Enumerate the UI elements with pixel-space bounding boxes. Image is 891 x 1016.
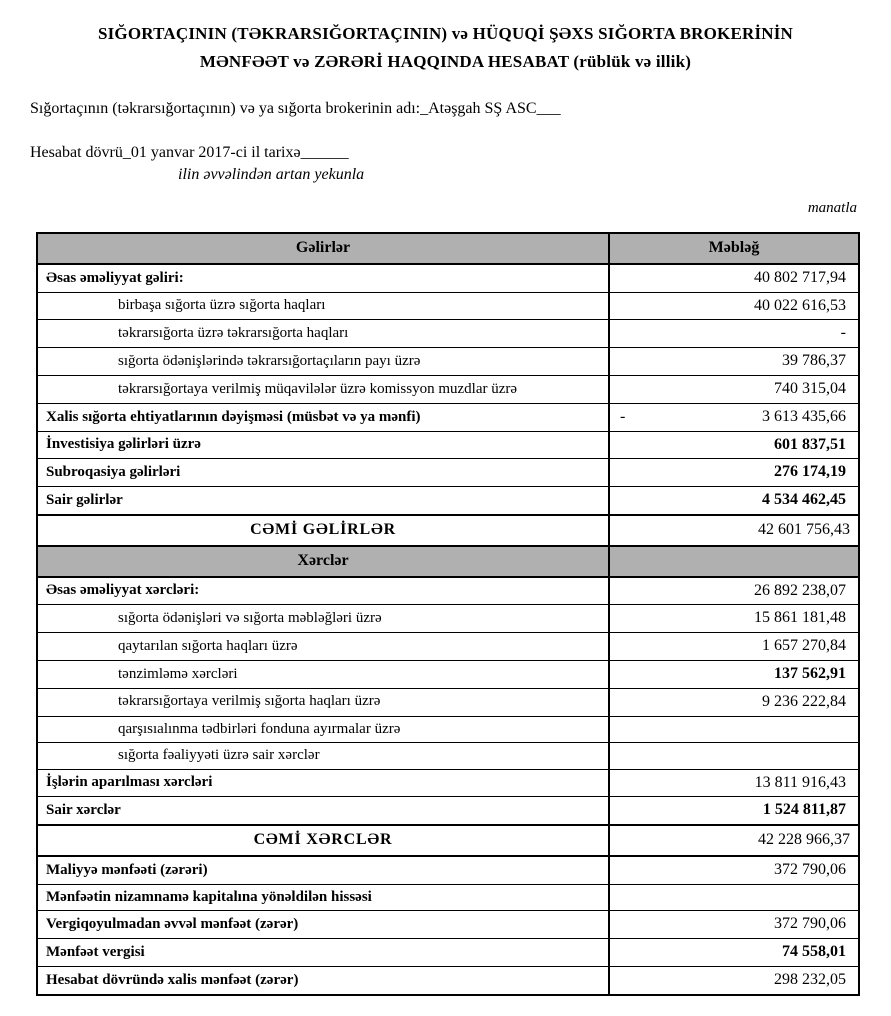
row-label: Vergiqoyulmadan əvvəl mənfəət (zərər) [37,911,609,939]
row-value: 42 601 756,43 [609,515,859,546]
row-label: Mənfəətin nizamnamə kapitalına yönəldilən hissəsi [37,884,609,911]
row-value: 740 315,04 [609,376,859,404]
row-value: 74 558,01 [609,939,859,967]
row-label: sığorta fəaliyyəti üzrə sair xərclər [37,743,609,770]
row-label: sığorta ödənişlərində təkrarsığortaçıların payı üzrə [37,348,609,376]
row-value: 1 524 811,87 [609,797,859,825]
table-row [37,487,859,515]
row-value: 372 790,06 [609,911,859,939]
row-label: sığorta ödənişləri və sığorta məbləğləri üzrə [37,605,609,633]
row-value: Məbləğ [609,233,859,264]
row-label: İşlərin aparılması xərcləri [37,769,609,797]
section-header-row [37,233,859,264]
table-row [37,884,859,911]
report-table [36,232,860,996]
row-value: 372 790,06 [609,856,859,884]
row-value: 1 657 270,84 [609,633,859,661]
table-row [37,376,859,404]
table-row [37,661,859,689]
cumulative-note: ilin əvvəlindən artan yekunla [178,166,365,184]
report-period-line: Hesabat dövrü_01 yanvar 2017-ci il tarixə______ [30,144,349,162]
row-value [609,546,859,577]
table-row [37,348,859,376]
row-label: qaytarılan sığorta haqları üzrə [37,633,609,661]
table-row [37,577,859,605]
table-row [37,716,859,743]
row-label [37,376,609,404]
table-row [37,769,859,797]
row-value: 15 861 181,48 [609,605,859,633]
row-label-text: təkrarsığortaya verilmiş müqavilələr üzrə komissyon muzdlar üzrə [118,380,518,397]
table-row [37,856,859,884]
row-value: 276 174,19 [609,459,859,487]
document-title-line1: SIĞORTAÇININ (TƏKRARSIĞORTAÇININ) və HÜQUQİ ŞƏXS SIĞORTA BROKERİNİN [97,24,794,43]
section-header-row [37,546,859,577]
row-value [609,884,859,911]
table-row [37,688,859,716]
row-value: 13 811 916,43 [609,769,859,797]
table-row [37,605,859,633]
row-label: Gəlirlər [37,233,609,264]
row-value: 40 802 717,94 [609,264,859,292]
row-label: CƏMİ GƏLİRLƏR [37,515,609,546]
table-row [37,797,859,825]
row-value: 298 232,05 [609,966,859,994]
row-value [609,403,859,431]
report-name-line: Sığortaçının (təkrarsığortaçının) və ya sığorta brokerinin adı:_Atəşgah SŞ ASC___ [30,100,561,118]
row-value [609,716,859,743]
row-value: 4 534 462,45 [609,487,859,515]
report-table-body [37,233,859,995]
row-value: 9 236 222,84 [609,688,859,716]
table-row [37,633,859,661]
row-label: qarşısıalınma tədbirləri fonduna ayırmalar üzrə [37,716,609,743]
row-label: birbaşa sığorta üzrə sığorta haqları [37,292,609,320]
table-row [37,939,859,967]
document-title-line2: MƏNFƏƏT və ZƏRƏRİ HAQQINDA HESABAT (rüblük və illik) [199,52,692,72]
table-row [37,966,859,994]
document-title [30,20,861,76]
row-value-text: 3 613 435,66 [762,407,846,425]
row-value: 137 562,91 [609,661,859,689]
row-label: təkrarsığortaya verilmiş sığorta haqları üzrə [37,688,609,716]
table-row [37,292,859,320]
table-row [37,911,859,939]
row-label: Subroqasiya gəlirləri [37,459,609,487]
table-row [37,743,859,770]
row-label: Sair xərclər [37,797,609,825]
total-row [37,825,859,856]
row-label: təkrarsığorta üzrə təkrarsığorta haqları [37,320,609,348]
row-label: tənzimləmə xərcləri [37,661,609,689]
row-label: Maliyyə mənfəəti (zərəri) [37,856,609,884]
table-row [37,459,859,487]
row-label: İnvestisiya gəlirləri üzrə [37,431,609,459]
total-row [37,515,859,546]
row-label: CƏMİ XƏRCLƏR [37,825,609,856]
row-value: 26 892 238,07 [609,577,859,605]
table-row [37,320,859,348]
row-label: Sair gəlirlər [37,487,609,515]
table-row [37,431,859,459]
row-value [609,743,859,770]
minus-sign: - [620,407,626,425]
row-value: 40 022 616,53 [609,292,859,320]
row-value: 42 228 966,37 [609,825,859,856]
row-label: Əsas əməliyyat gəliri: [37,264,609,292]
currency-note: manatla [807,200,857,217]
row-label: Mənfəət vergisi [37,939,609,967]
row-label: Hesabat dövründə xalis mənfəət (zərər) [37,966,609,994]
row-value: - [609,320,859,348]
row-label: Xərclər [37,546,609,577]
row-label: Xalis sığorta ehtiyatlarının dəyişməsi (müsbət və ya mənfi) [37,403,609,431]
row-value: 39 786,37 [609,348,859,376]
row-label: Əsas əməliyyat xərcləri: [37,577,609,605]
table-row [37,264,859,292]
table-row [37,403,859,431]
row-value: 601 837,51 [609,431,859,459]
